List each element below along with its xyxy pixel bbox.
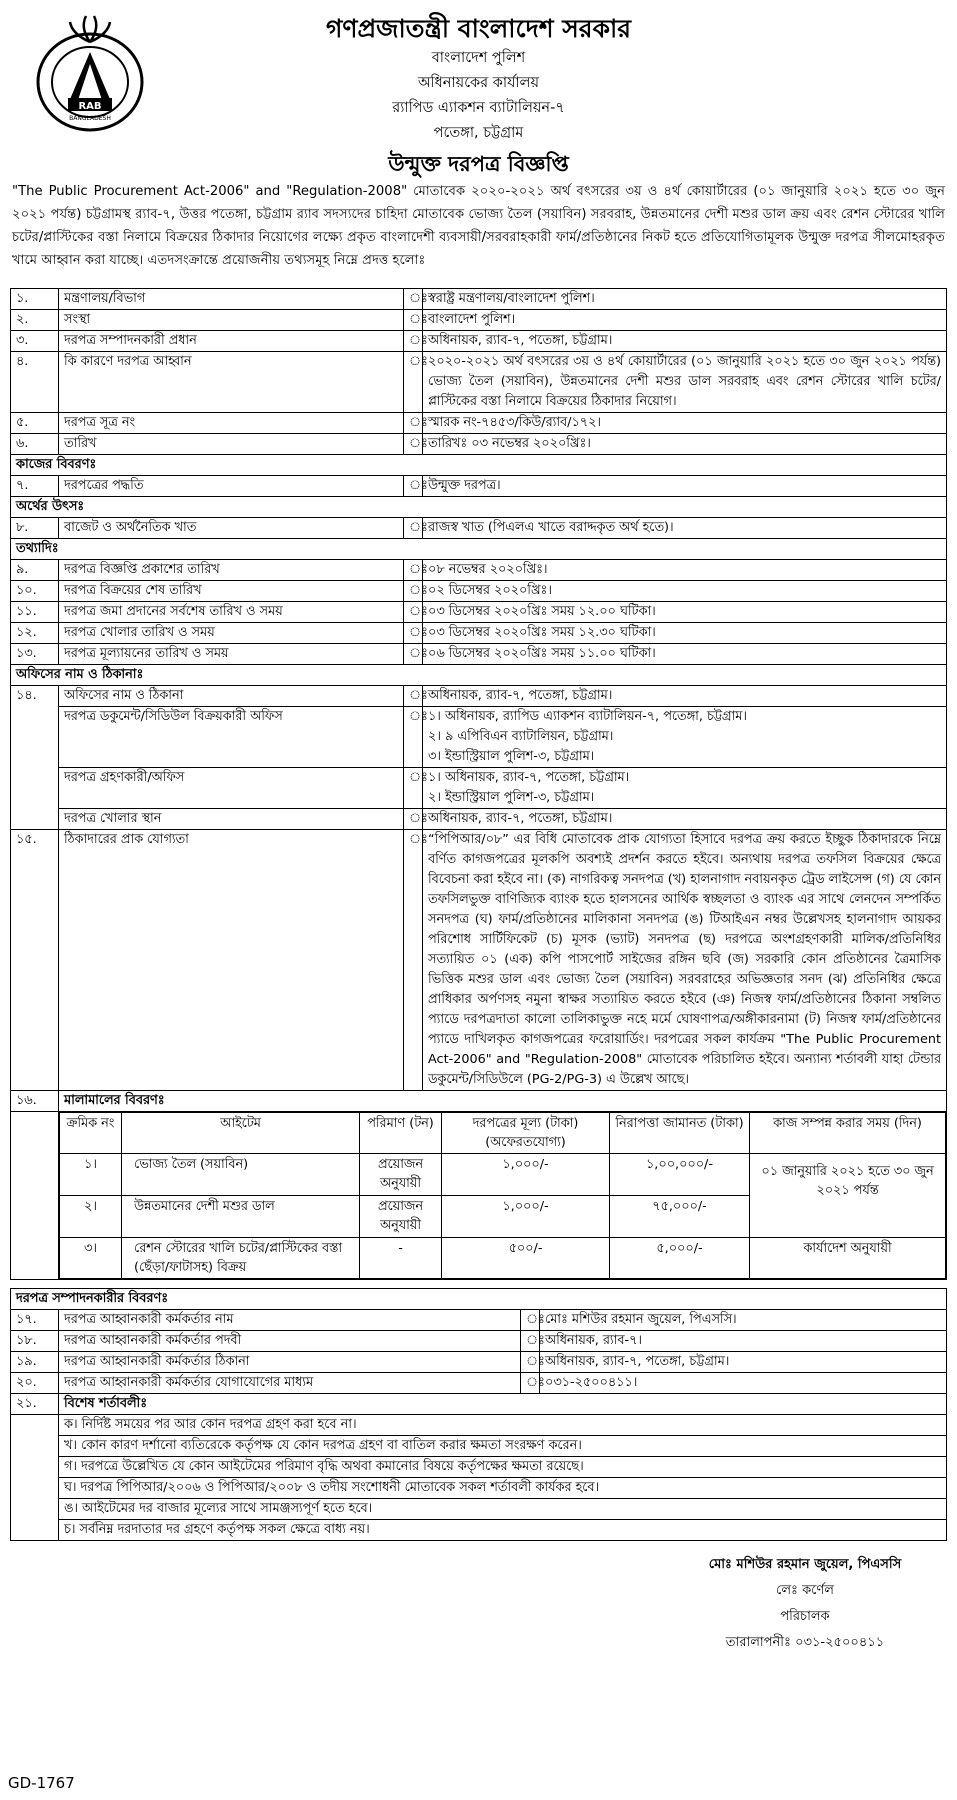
- row-colon: ঃ: [404, 830, 423, 1091]
- header-serial: ক্রমিক নং: [60, 1113, 122, 1154]
- items-table-cell: [59, 1112, 947, 1280]
- header-line-police: বাংলাদেশ পুলিশ: [431, 50, 526, 66]
- term-row: [11, 1520, 947, 1541]
- row-colon: ঃ: [404, 518, 423, 539]
- row-value: অধিনায়ক, র‍্যাব-৭, পতেঙ্গা, চট্টগ্রাম।: [423, 686, 947, 707]
- receiving-office-2: ২। ইন্ডাস্ট্রিয়াল পুলিশ-৩, চট্টগ্রাম।: [428, 790, 595, 805]
- item-quantity: প্রয়োজন অনুযায়ী: [360, 1154, 442, 1196]
- table-row: [11, 1394, 947, 1415]
- table-row: [11, 623, 947, 644]
- row-colon: ঃ: [404, 581, 423, 602]
- items-table: [59, 1112, 946, 1279]
- term-row: [11, 1415, 947, 1436]
- section-officer-title: দরপত্র সম্পাদনকারীর বিবরণঃ: [11, 1289, 947, 1310]
- item-time: ০১ জানুয়ারি ২০২১ হতে ৩০ জুন ২০২১ পর্যন্ত: [750, 1154, 946, 1238]
- item-quantity: -: [360, 1238, 442, 1279]
- items-row: [60, 1238, 946, 1279]
- row-value: রাজস্ব খাত (পিএলএ খাতে বরাদ্দকৃত অর্থ হতে)।: [423, 518, 947, 539]
- header-security: নিরাপত্তা জামানত (টাকা): [610, 1113, 750, 1154]
- row-value: [423, 707, 947, 768]
- row-label: কি কারণে দরপত্র আহ্বান: [59, 352, 404, 413]
- terms-spacer: [11, 1415, 59, 1541]
- item-security: ৫,০০০/-: [610, 1238, 750, 1279]
- special-terms-title: বিশেষ শর্তাবলীঃ: [59, 1394, 947, 1415]
- row-number: ১২.: [11, 623, 59, 644]
- row-value: অধিনায়ক, র‍্যাব-৭।: [540, 1331, 947, 1352]
- row-label: দরপত্র বিজ্ঞপ্তি প্রকাশের তারিখ: [59, 560, 404, 581]
- table-row: [11, 768, 947, 809]
- header-price: দরপত্রের মূল্য (টাকা) (অফেরতযোগ্য): [442, 1113, 610, 1154]
- row-label: দরপত্র আহ্বানকারী কর্মকর্তার পদবী: [59, 1331, 521, 1352]
- row-label: দরপত্র মূল্যায়নের তারিখ ও সময়: [59, 644, 404, 665]
- table-row: [11, 644, 947, 665]
- row-colon: ঃ: [404, 623, 423, 644]
- section-office-title: অফিসের নাম ও ঠিকানাঃ: [11, 665, 947, 686]
- row-label: মন্ত্রণালয়/বিভাগ: [59, 289, 404, 310]
- row-number: ৫.: [11, 413, 59, 434]
- row-number: ১৫.: [11, 830, 59, 1091]
- row-value: মোঃ মশিউর রহমান জুয়েল, পিএসসি।: [540, 1310, 947, 1331]
- row-label: দরপত্র সূত্র নং: [59, 413, 404, 434]
- intro-paragraph: "The Public Procurement Act-2006" and "Regulation-2008" মোতাবেক ২০২০-২০২১ অর্থ বৎসরের ৩য় ও ৪র্থ কোয়ার্টারের (০১ জানুয়ারি ২০২১ হতে ৩০ জুন ২০২১ পর্যন্ত) চট্টগ্রামস্থ র‍্যাব-৭, উত্তর পতেঙ্গা, চট্টগ্রাম র‍্যাব সদস্যদের চাহিদা মোতাবেক ভোজ্য তৈল (সয়াবিন) সরবরাহ, উন্নতমানের দেশী মশুর ডাল ক্রয় এবং রেশন স্টোরের খালি চটের/প্লাস্টিকের বস্তা নিলামে বিক্রয়ের ঠিকাদার নিয়োগের লক্ষ্যে প্রকৃত বাংলাদেশী ব্যবসায়ী/সরবরাহকারী ফার্ম/প্রতিষ্ঠানের নিকট হতে প্রতিযোগিতামূলক উন্মুক্ত দরপত্র সীলমোহরকৃত খামে আহ্বান করা যাচ্ছে। এতদসংক্রান্তে প্রয়োজনীয় তথ্যসমূহ নিম্নে প্রদত্ত হলোঃ: [12, 184, 945, 268]
- receiving-office-1: ১। অধিনায়ক, র‍্যাব-৭, পতেঙ্গা, চট্টগ্রাম।: [428, 770, 630, 785]
- row-colon: ঃ: [521, 1352, 540, 1373]
- row-label: দরপত্রের পদ্ধতি: [59, 476, 404, 497]
- table-row: [11, 809, 947, 830]
- table-row: [11, 602, 947, 623]
- signatory-phone: তারালাপনীঃ ০৩১-২৫০০৪১১: [725, 1635, 885, 1650]
- row-number: ১৭.: [11, 1310, 59, 1331]
- row-label: বাজেট ও অর্থনৈতিক খাত: [59, 518, 404, 539]
- item-security: ১,০০,০০০/-: [610, 1154, 750, 1196]
- row-label: ঠিকাদারের প্রাক যোগ্যতা: [59, 830, 404, 1091]
- row-value: অধিনায়ক, র‍্যাব-৭, পতেঙ্গা, চট্টগ্রাম।: [540, 1352, 947, 1373]
- row-label: দরপত্র খোলার তারিখ ও সময়: [59, 623, 404, 644]
- row-value: ০৩১-২৫০০৪১১।: [540, 1373, 947, 1394]
- sales-office-2: ২। ৯ এপিবিএন ব্যাটালিয়ন, চট্টগ্রাম।: [428, 729, 614, 744]
- items-row: [60, 1154, 946, 1196]
- row-number: ৩.: [11, 331, 59, 352]
- row-number: ১৮.: [11, 1331, 59, 1352]
- term-item: ঘ। দরপত্র পিপিআর/২০০৬ ও পিপিআর/২০০৮ ও তদীয় সংশোধনী মোতাবেক সকল শর্তাবলী কার্যকর হবে।: [59, 1478, 947, 1499]
- items-header-row: [60, 1113, 946, 1154]
- row-label: দরপত্র আহ্বানকারী কর্মকর্তার যোগাযোগের মাধ্যম: [59, 1373, 521, 1394]
- table-row: [11, 289, 947, 310]
- item-name: রেশন স্টোরের খালি চটের/প্লাস্টিকের বস্তা (ছেঁড়া/ফাটাসহ) বিক্রয়: [122, 1238, 360, 1279]
- item-price: ১,০০০/-: [442, 1154, 610, 1196]
- term-row: [11, 1457, 947, 1478]
- row-number: ৮.: [11, 518, 59, 539]
- row-colon: ঃ: [404, 707, 423, 768]
- row-value: স্বরাষ্ট্র মন্ত্রণালয়/বাংলাদেশ পুলিশ।: [423, 289, 947, 310]
- section-header-row: [11, 455, 947, 476]
- table-row: [11, 1352, 947, 1373]
- header-time: কাজ সম্পন্ন করার সময় (দিন): [750, 1113, 946, 1154]
- notice-title: উন্মুক্ত দরপত্র বিজ্ঞপ্তি: [388, 152, 569, 176]
- row-number: ৬.: [11, 434, 59, 455]
- row-value: অধিনায়ক, র‍্যাব-৭, পতেঙ্গা, চট্টগ্রাম।: [423, 331, 947, 352]
- row-colon: ঃ: [404, 331, 423, 352]
- item-name: উন্নতমানের দেশী মশুর ডাল: [122, 1196, 360, 1238]
- notice-header: [10, 8, 947, 180]
- header-line-office: অধিনায়কের কার্যালয়: [417, 75, 540, 91]
- item-time: কার্যাদেশ অনুযায়ী: [750, 1238, 946, 1279]
- item-name: ভোজ্য তৈল (সয়াবিন): [122, 1154, 360, 1196]
- table-row: [11, 1373, 947, 1394]
- header-line-battalion: র‍্যাপিড এ্যাকশন ব্যাটালিয়ন-৭: [392, 100, 565, 116]
- row-number: ১১.: [11, 602, 59, 623]
- row-label: দরপত্র আহ্বানকারী কর্মকর্তার নাম: [59, 1310, 521, 1331]
- row-number: ২১.: [11, 1394, 59, 1415]
- row-value: স্মারক নং-৭৪৫৩/কিউ/র‍্যাব/১৭২।: [423, 413, 947, 434]
- row-value: ০৬ ডিসেম্বর ২০২০খ্রিঃ সময় ১১.০০ ঘটিকা।: [423, 644, 947, 665]
- signatory-rank: লেঃ কর্ণেল: [776, 1583, 834, 1598]
- row-number: ১৩.: [11, 644, 59, 665]
- term-item: খ। কোন কারণ দর্শানো ব্যতিরেকে কর্তৃপক্ষ যে কোন দরপত্র গ্রহণ বা বাতিল করার ক্ষমতা সংরক্ষণ করেন।: [59, 1436, 947, 1457]
- row-label: অফিসের নাম ও ঠিকানা: [59, 686, 404, 707]
- section-info-title: তথ্যাদিঃ: [11, 539, 947, 560]
- row-colon: ঃ: [404, 686, 423, 707]
- signature-block: [10, 1541, 947, 1691]
- row-label: দরপত্র গ্রহণকারী/অফিস: [59, 768, 404, 809]
- row-number: ৯.: [11, 560, 59, 581]
- row-colon: ঃ: [404, 560, 423, 581]
- section-fund-title: অর্থের উৎসঃ: [11, 497, 947, 518]
- table-row: [11, 476, 947, 497]
- logo-subtext: BANGLADESH: [69, 115, 111, 122]
- row-colon: ঃ: [521, 1310, 540, 1331]
- footer-code: GD-1767: [8, 1774, 75, 1792]
- items-spacer: [11, 1112, 59, 1280]
- sales-office-1: ১। অধিনায়ক, র‍্যাপিড এ্যাকশন ব্যাটালিয়ন-৭, পতেঙ্গা, চট্টগ্রাম।: [428, 709, 747, 724]
- logo-text: RAB: [78, 101, 102, 112]
- term-row: [11, 1478, 947, 1499]
- row-value: ০৩ ডিসেম্বর ২০২০খ্রিঃ সময় ১২.৩০ ঘটিকা।: [423, 623, 947, 644]
- row-colon: ঃ: [404, 602, 423, 623]
- term-item: চ। সর্বনিম্ন দরদাতার দর গ্রহণে কর্তৃপক্ষ সকল ক্ষেত্রে বাধ্য নয়।: [59, 1520, 947, 1541]
- signatory-name: মোঃ মশিউর রহমান জুয়েল, পিএসসি: [708, 1557, 902, 1572]
- row-label: দরপত্র আহ্বানকারী কর্মকর্তার ঠিকানা: [59, 1352, 521, 1373]
- item-serial: ১।: [60, 1154, 122, 1196]
- table-row: [11, 331, 947, 352]
- row-colon: ঃ: [404, 310, 423, 331]
- row-number: ১০.: [11, 581, 59, 602]
- section-header-row: [11, 1289, 947, 1310]
- officer-info-table: [10, 1288, 947, 1541]
- rab-logo-icon: [32, 12, 148, 134]
- table-row: [11, 830, 947, 1091]
- header-quantity: পরিমাণ (টন): [360, 1113, 442, 1154]
- row-colon: ঃ: [404, 644, 423, 665]
- row-colon: ঃ: [404, 352, 423, 413]
- row-number: ২০.: [11, 1373, 59, 1394]
- item-serial: ৩।: [60, 1238, 122, 1279]
- row-number: ২.: [11, 310, 59, 331]
- term-item: ঙ। আইটেমের দর বাজার মূল্যের সাথে সামঞ্জস্যপূর্ণ হতে হবে।: [59, 1499, 947, 1520]
- item-security: ৭৫,০০০/-: [610, 1196, 750, 1238]
- row-label: দরপত্র সম্পাদনকারী প্রধান: [59, 331, 404, 352]
- table-row: [11, 1331, 947, 1352]
- prequalification-text: “পিপিআর/০৮” এর বিধি মোতাবেক প্রাক যোগ্যতা হিসাবে দরপত্র ক্রয় করতে ইচ্ছুক ঠিকাদারকে নিম্নে বর্ণিত কাগজপত্রের মূলকপি অবশ্যই প্রদর্শন করতে হইবে। অন্যথায় দরপত্র তফসিল বিক্রয়ের ক্ষেত্রে বিবেচনা করা হইবে না। (ক) নাগরিকত্ব সনদপত্র (খ) হালনাগাদ নবায়নকৃত ট্রেড লাইসেন্স (গ) যে কোন তফসিলভুক্ত বাণিজ্যিক ব্যাংক হতে হালসনের আর্থিক স্বচ্ছলতা ও ব্যাংক এর সাথে লেনদেন সম্পর্কিত সনদপত্র (ঘ) ফার্ম/প্রতিষ্ঠানের মালিকানা সনদপত্র (ঙ) টিআইএন নম্বর উল্লেখসহ হালনাগাদ আয়কর পরিশোধ সার্টিফিকেট (চ) মূসক (ভ্যাট) সনদপত্র (ছ) দরপত্রে অংশগ্রহণকারী মালিক/প্রতিনিধির সত্যায়িত ০১ (এক) কপি পাসপোর্ট সাইজের রঙ্গিন ছবি (জ) সরকারি কোন প্রতিষ্ঠানের ত্রৈমাসিক ভিত্তিক মশুর ডাল এবং ভোজ্য তৈল (সয়াবিন) সরবরাহের অভিজ্ঞতার সনদ (ঝ) প্রতিনিধির ক্ষেত্রে প্রাধিকার অর্পণসহ নমুনা স্বাক্ষর সত্যায়িত করতে হইবে (ঞ) নিজস্ব ফার্ম/প্রতিষ্ঠানের ঠিকানা সম্বলিত প্যাডে দরপত্রদাতা কালো তালিকাভুক্ত নহে মর্মে ঘোষণাপত্র/অঙ্গীকারনামা (ট) নিজস্ব ফার্ম/প্রতিষ্ঠানের প্যাডে দাখিলকৃত কাগজপত্রের ফরোয়ার্ডিং। দরপত্রের সকল কার্যক্রম "The Public Procurement Act-2006" and "Regulation-2008" মোতাবেক পরিচালিত হইবে। অন্যান্য শর্তাবলী যাহা টেন্ডার ডকুমেন্ট/সিডিউলে (PG-2/PG-3) এ উল্লেখ আছে।: [423, 830, 947, 1091]
- signatory-title: পরিচালক: [780, 1609, 830, 1624]
- row-colon: ঃ: [404, 809, 423, 830]
- row-number: ১৪.: [11, 686, 59, 830]
- items-section-title: মালামালের বিবরণঃ: [59, 1091, 947, 1112]
- table-row: [11, 560, 947, 581]
- row-value: তারিখঃ ০৩ নভেম্বর ২০২০খ্রিঃ।: [423, 434, 947, 455]
- row-label: দরপত্র খোলার স্থান: [59, 809, 404, 830]
- row-label: সংস্থা: [59, 310, 404, 331]
- row-label: তারিখ: [59, 434, 404, 455]
- row-value: ০৮ নভেম্বর ২০২০খ্রিঃ।: [423, 560, 947, 581]
- row-number: ১৬.: [11, 1091, 59, 1112]
- row-colon: ঃ: [521, 1373, 540, 1394]
- header-line-location: পতেঙ্গা, চট্টগ্রাম: [433, 125, 524, 141]
- term-item: গ। দরপত্রে উল্লেখিত যে কোন আইটেমের পরিমাণ বৃদ্ধি অথবা কমানোর বিষয়ে কর্তৃপক্ষের ক্ষমতা রয়েছে।: [59, 1457, 947, 1478]
- row-label: দরপত্র জমা প্রদানের সর্বশেষ তারিখ ও সময়: [59, 602, 404, 623]
- header-item: আইটেম: [122, 1113, 360, 1154]
- row-number: ১৯.: [11, 1352, 59, 1373]
- row-value: [423, 768, 947, 809]
- table-row: [11, 413, 947, 434]
- row-number: ৭.: [11, 476, 59, 497]
- row-label: দরপত্র ডকুমেন্ট/সিডিউল বিক্রয়কারী অফিস: [59, 707, 404, 768]
- sales-office-3: ৩। ইন্ডাস্ট্রিয়াল পুলিশ-৩, চট্টগ্রাম।: [428, 749, 595, 764]
- table-row: [11, 518, 947, 539]
- table-row: [11, 434, 947, 455]
- term-item: ক। নির্দিষ্ট সময়ের পর আর কোন দরপত্র গ্রহণ করা হবে না।: [59, 1415, 947, 1436]
- item-price: ১,০০০/-: [442, 1196, 610, 1238]
- table-row: [11, 1091, 947, 1112]
- term-row: [11, 1499, 947, 1520]
- item-serial: ২।: [60, 1196, 122, 1238]
- row-value: ০৩ ডিসেম্বর ২০২০খ্রিঃ সময় ১২.০০ ঘটিকা।: [423, 602, 947, 623]
- row-value: উন্মুক্ত দরপত্র।: [423, 476, 947, 497]
- section-header-row: [11, 497, 947, 518]
- row-value: ০২ ডিসেম্বর ২০২০খ্রিঃ।: [423, 581, 947, 602]
- table-row: [11, 581, 947, 602]
- item-quantity: প্রয়োজন অনুযায়ী: [360, 1196, 442, 1238]
- row-number: ১.: [11, 289, 59, 310]
- row-number: ৪.: [11, 352, 59, 413]
- row-colon: ঃ: [404, 413, 423, 434]
- section-work-title: কাজের বিবরণঃ: [11, 455, 947, 476]
- table-row: [11, 1310, 947, 1331]
- row-colon: ঃ: [404, 476, 423, 497]
- section-header-row: [11, 665, 947, 686]
- row-colon: ঃ: [521, 1331, 540, 1352]
- table-row: [11, 686, 947, 707]
- row-colon: ঃ: [404, 768, 423, 809]
- table-row: [11, 310, 947, 331]
- row-value: অধিনায়ক, র‍্যাব-৭, পতেঙ্গা, চট্টগ্রাম।: [423, 809, 947, 830]
- row-label: দরপত্র বিক্রয়ের শেষ তারিখ: [59, 581, 404, 602]
- row-value: ২০২০-২০২১ অর্থ বৎসরের ৩য় ও ৪র্থ কোয়ার্টারের (০১ জানুয়ারি ২০২১ হতে ৩০ জুন ২০২১ পর্যন্ত) ভোজ্য তৈল (সয়াবিন), উন্নতমানের দেশী মশুর ডাল সরবরাহ এবং রেশন স্টোরের খালি চটের/প্লাস্টিকের বস্তা নিলামে বিক্রয়ের ঠিকাদার নিয়োগ।: [423, 352, 947, 413]
- government-title: গণপ্রজাতন্ত্রী বাংলাদেশ সরকার: [326, 14, 631, 43]
- table-row: [11, 352, 947, 413]
- items-table-row: [11, 1112, 947, 1280]
- tender-info-table: [10, 288, 947, 1280]
- item-price: ৫০০/-: [442, 1238, 610, 1279]
- row-value: বাংলাদেশ পুলিশ।: [423, 310, 947, 331]
- table-row: [11, 707, 947, 768]
- row-colon: ঃ: [404, 434, 423, 455]
- section-header-row: [11, 539, 947, 560]
- row-colon: ঃ: [404, 289, 423, 310]
- term-row: [11, 1436, 947, 1457]
